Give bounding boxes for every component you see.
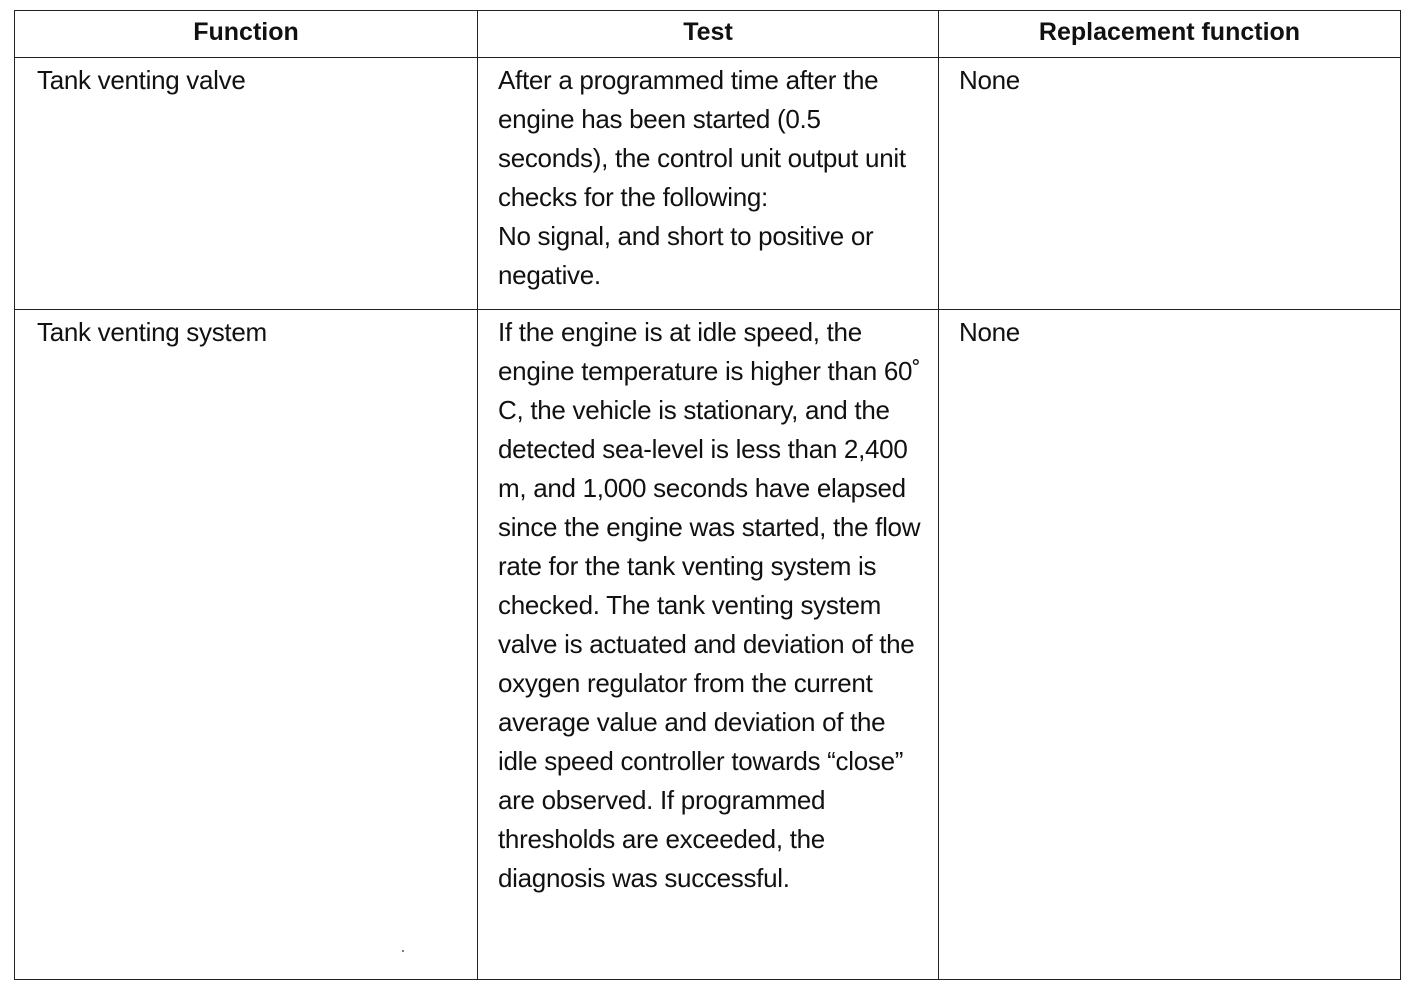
cell-test (478, 310, 939, 980)
diagnosis-table (14, 10, 1401, 980)
table-row (15, 58, 1401, 310)
header-row (15, 11, 1401, 58)
header-test: Test (478, 11, 939, 58)
function-text: Tank venting valve (37, 65, 246, 95)
cell-replacement (939, 310, 1401, 980)
cell-replacement (939, 58, 1401, 310)
table-row (15, 310, 1401, 980)
cell-function (15, 58, 478, 310)
test-text: If the engine is at idle speed, the engine temperature is higher than 60˚ C, the vehicle is stationary, and the detected sea-level is less than 2,400 m, and 1,000 seconds have elapsed since the engine was started, the flow rate for the tank venting system is checked. The tank venting system valve is actuated and deviation of the oxygen regulator from the current average value and deviation of the idle speed controller towards “close” are observed. If programmed thresholds are exceeded, the diagnosis was successful. (498, 317, 921, 893)
header-replacement-function: Replacement function (939, 11, 1401, 58)
header-function: Function (15, 11, 478, 58)
scan-speck (402, 950, 404, 952)
replacement-text: None (959, 317, 1020, 347)
function-text: Tank venting system (37, 317, 267, 347)
cell-function (15, 310, 478, 980)
test-text: After a programmed time after the engine has been started (0.5 seconds), the control unit output unit checks for the following: No signal, and short to positive or negative. (498, 65, 906, 290)
replacement-text: None (959, 65, 1020, 95)
cell-test (478, 58, 939, 310)
